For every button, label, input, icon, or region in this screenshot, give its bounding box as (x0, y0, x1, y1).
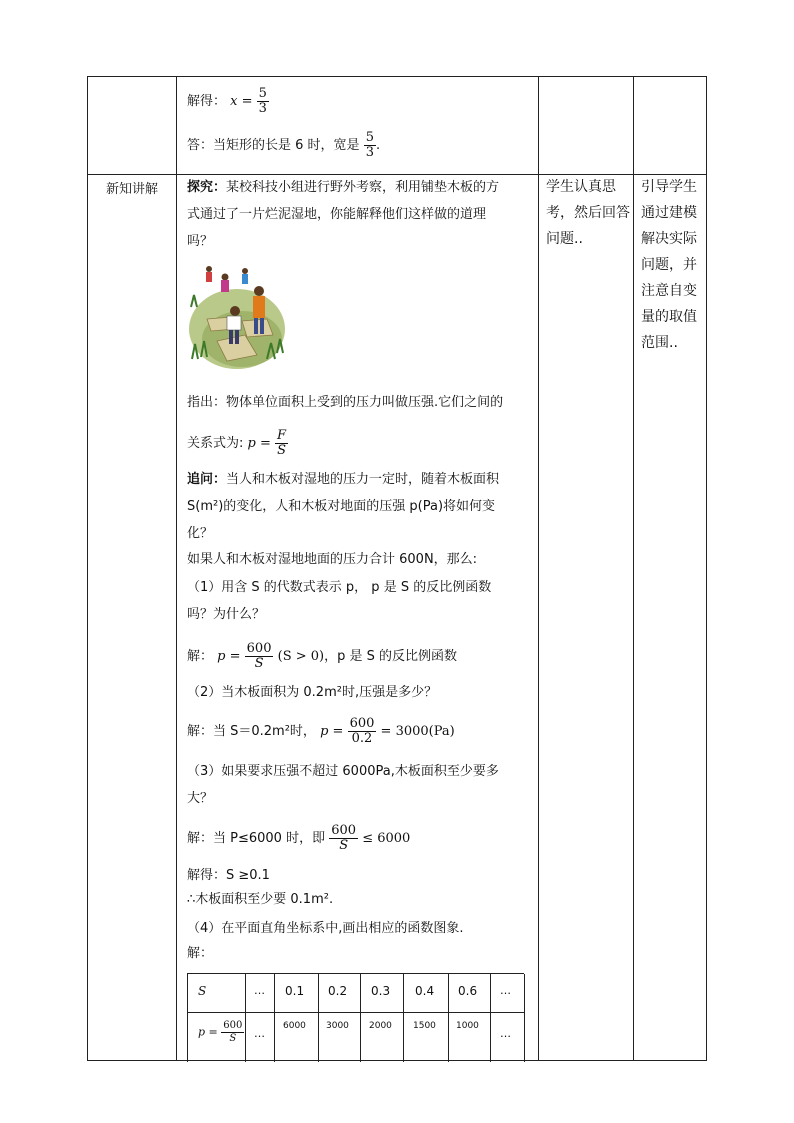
vt-col-divider (318, 974, 319, 1062)
vt-header-cell: … (254, 984, 265, 997)
fraction-5-3 (257, 87, 269, 116)
lesson-table (87, 76, 707, 1061)
a2-result: = 3000(Pa) (380, 724, 455, 739)
children-crossing-wooden-boards-illustration (187, 259, 287, 369)
ask-text: 当人和木板对湿地的压力一定时，随着木板面积 (226, 472, 500, 487)
explore-line2: 式通过了一片烂泥湿地，你能解释他们这样做的道理 (187, 207, 487, 222)
q1-line1: （1）用含 S 的代数式表示 p， p 是 S 的反比例函数 (187, 580, 492, 595)
a3-label: 解：当 P≤6000 时，即 (187, 831, 326, 846)
frac-num: 600 (331, 823, 357, 838)
col-divider-3 (633, 77, 634, 1060)
vt-header-cell: 0.2 (328, 984, 348, 998)
vt-header-cell: 0.1 (285, 984, 305, 998)
ask-label: 追问： (187, 472, 227, 487)
vt-header-cell: 0.3 (371, 984, 391, 998)
frac-den: 3 (365, 145, 374, 160)
a2-label: 解：当 S＝0.2m²时， (187, 724, 316, 739)
vt-cell: … (500, 1027, 511, 1040)
frac-den: 3 (258, 101, 267, 116)
vt-cell: … (254, 1027, 265, 1040)
math-p: p = (320, 724, 344, 739)
answer-suffix: . (375, 138, 381, 153)
a1-label: 解： (187, 649, 214, 664)
vt-cell: 3000 (326, 1021, 349, 1031)
a3-conclude: ∴木板面积至少要 0.1m². (187, 892, 334, 907)
vt-header-cell: … (500, 984, 511, 997)
math-x: x = (230, 94, 253, 109)
a4-label: 解： (187, 946, 214, 961)
formula-label: 关系式为: (187, 436, 244, 451)
vt-header-cell: 0.4 (415, 984, 435, 998)
vt-row-divider (188, 1012, 524, 1013)
a1-condition: (S > 0) (277, 649, 325, 664)
solve-label: 解得： (187, 94, 227, 109)
frac-num: 600 (349, 716, 375, 731)
value-table (187, 973, 524, 1062)
q3-line2: 大？ (187, 791, 214, 806)
vt-col-divider (490, 974, 491, 1062)
vt-col-divider (403, 974, 404, 1062)
math-p: p = (217, 649, 241, 664)
fraction-600-02 (348, 717, 377, 746)
vt-cell: 6000 (283, 1021, 306, 1031)
vt-row-label (198, 1020, 244, 1045)
a1-suffix: ，p 是 S 的反比例函数 (324, 649, 458, 664)
vt-col-divider (448, 974, 449, 1062)
vt-col-divider (360, 974, 361, 1062)
fraction-600-S-b (329, 824, 358, 853)
math-p: p = (247, 436, 271, 451)
condition-line: 如果人和木板对湿地地面的压力合计 600N，那么: (187, 552, 478, 567)
fraction-F-S (275, 429, 288, 458)
teacher-intent: 引导学生通过建模解决实际问题，并注意自变量的取值范围.. (641, 179, 697, 351)
q3-line1: （3）如果要求压强不超过 6000Pa,木板面积至少要多 (187, 764, 499, 779)
explore-label: 探究： (187, 180, 227, 195)
point-line1 (187, 392, 503, 414)
row1-line1 (187, 87, 269, 116)
explore-line1 (187, 177, 499, 199)
vt-col-divider (245, 974, 246, 1062)
col-divider-2 (538, 77, 539, 1060)
frac-den: S (277, 443, 286, 458)
frac-num: F (277, 428, 287, 443)
a2-line (187, 717, 455, 746)
math-p: p = (198, 1025, 218, 1039)
vt-header-cell: 0.6 (458, 984, 478, 998)
row1-line2 (187, 131, 380, 160)
explore-line3: 吗？ (187, 234, 214, 249)
a1-line (187, 642, 457, 671)
a3-line (187, 824, 410, 853)
q1-line2: 吗？为什么？ (187, 607, 266, 622)
answer-text: 答：当矩形的长是 6 时，宽是 (187, 138, 360, 153)
frac-num: 600 (223, 1020, 243, 1031)
vt-cell: 1000 (456, 1021, 479, 1031)
frac-den: S (339, 838, 349, 853)
point-line2 (187, 429, 288, 458)
student-activity: 学生认真思考，然后回答问题.. (546, 179, 630, 247)
vt-col-divider (524, 974, 525, 1062)
frac-num: 600 (246, 641, 272, 656)
point-label: 指出： (187, 395, 227, 410)
ask-line2: S(m²)的变化，人和木板对地面的压强 p(Pa)将如何变 (187, 499, 496, 514)
fraction-600-S (245, 642, 274, 671)
section-label: 新知讲解 (106, 182, 159, 197)
explore-text: 某校科技小组进行野外考察，利用铺垫木板的方 (226, 180, 500, 195)
a3-solve: 解得：S ≥0.1 (187, 868, 270, 883)
q4-line: （4）在平面直角坐标系中,画出相应的函数图象. (187, 921, 464, 936)
vt-col-divider (274, 974, 275, 1062)
q2-line: （2）当木板面积为 0.2m²时,压强是多少？ (187, 685, 438, 700)
vt-cell: 1500 (413, 1021, 436, 1031)
frac-num: 5 (365, 130, 374, 145)
vt-header-cell: S (198, 984, 207, 998)
point-text: 物体单位面积上受到的压力叫做压强.它们之间的 (226, 395, 504, 410)
ask-line3: 化？ (187, 526, 214, 541)
a3-result: ≤ 6000 (362, 831, 411, 846)
vt-cell: 2000 (369, 1021, 392, 1031)
frac-den: S (254, 656, 264, 671)
ask-line1 (187, 469, 499, 491)
col-divider-1 (176, 77, 177, 1060)
frac-den: S (229, 1033, 237, 1044)
fraction-600-S-c (221, 1020, 244, 1045)
fraction-5-3b (364, 131, 376, 160)
frac-den: 0.2 (351, 731, 373, 746)
frac-num: 5 (258, 86, 267, 101)
